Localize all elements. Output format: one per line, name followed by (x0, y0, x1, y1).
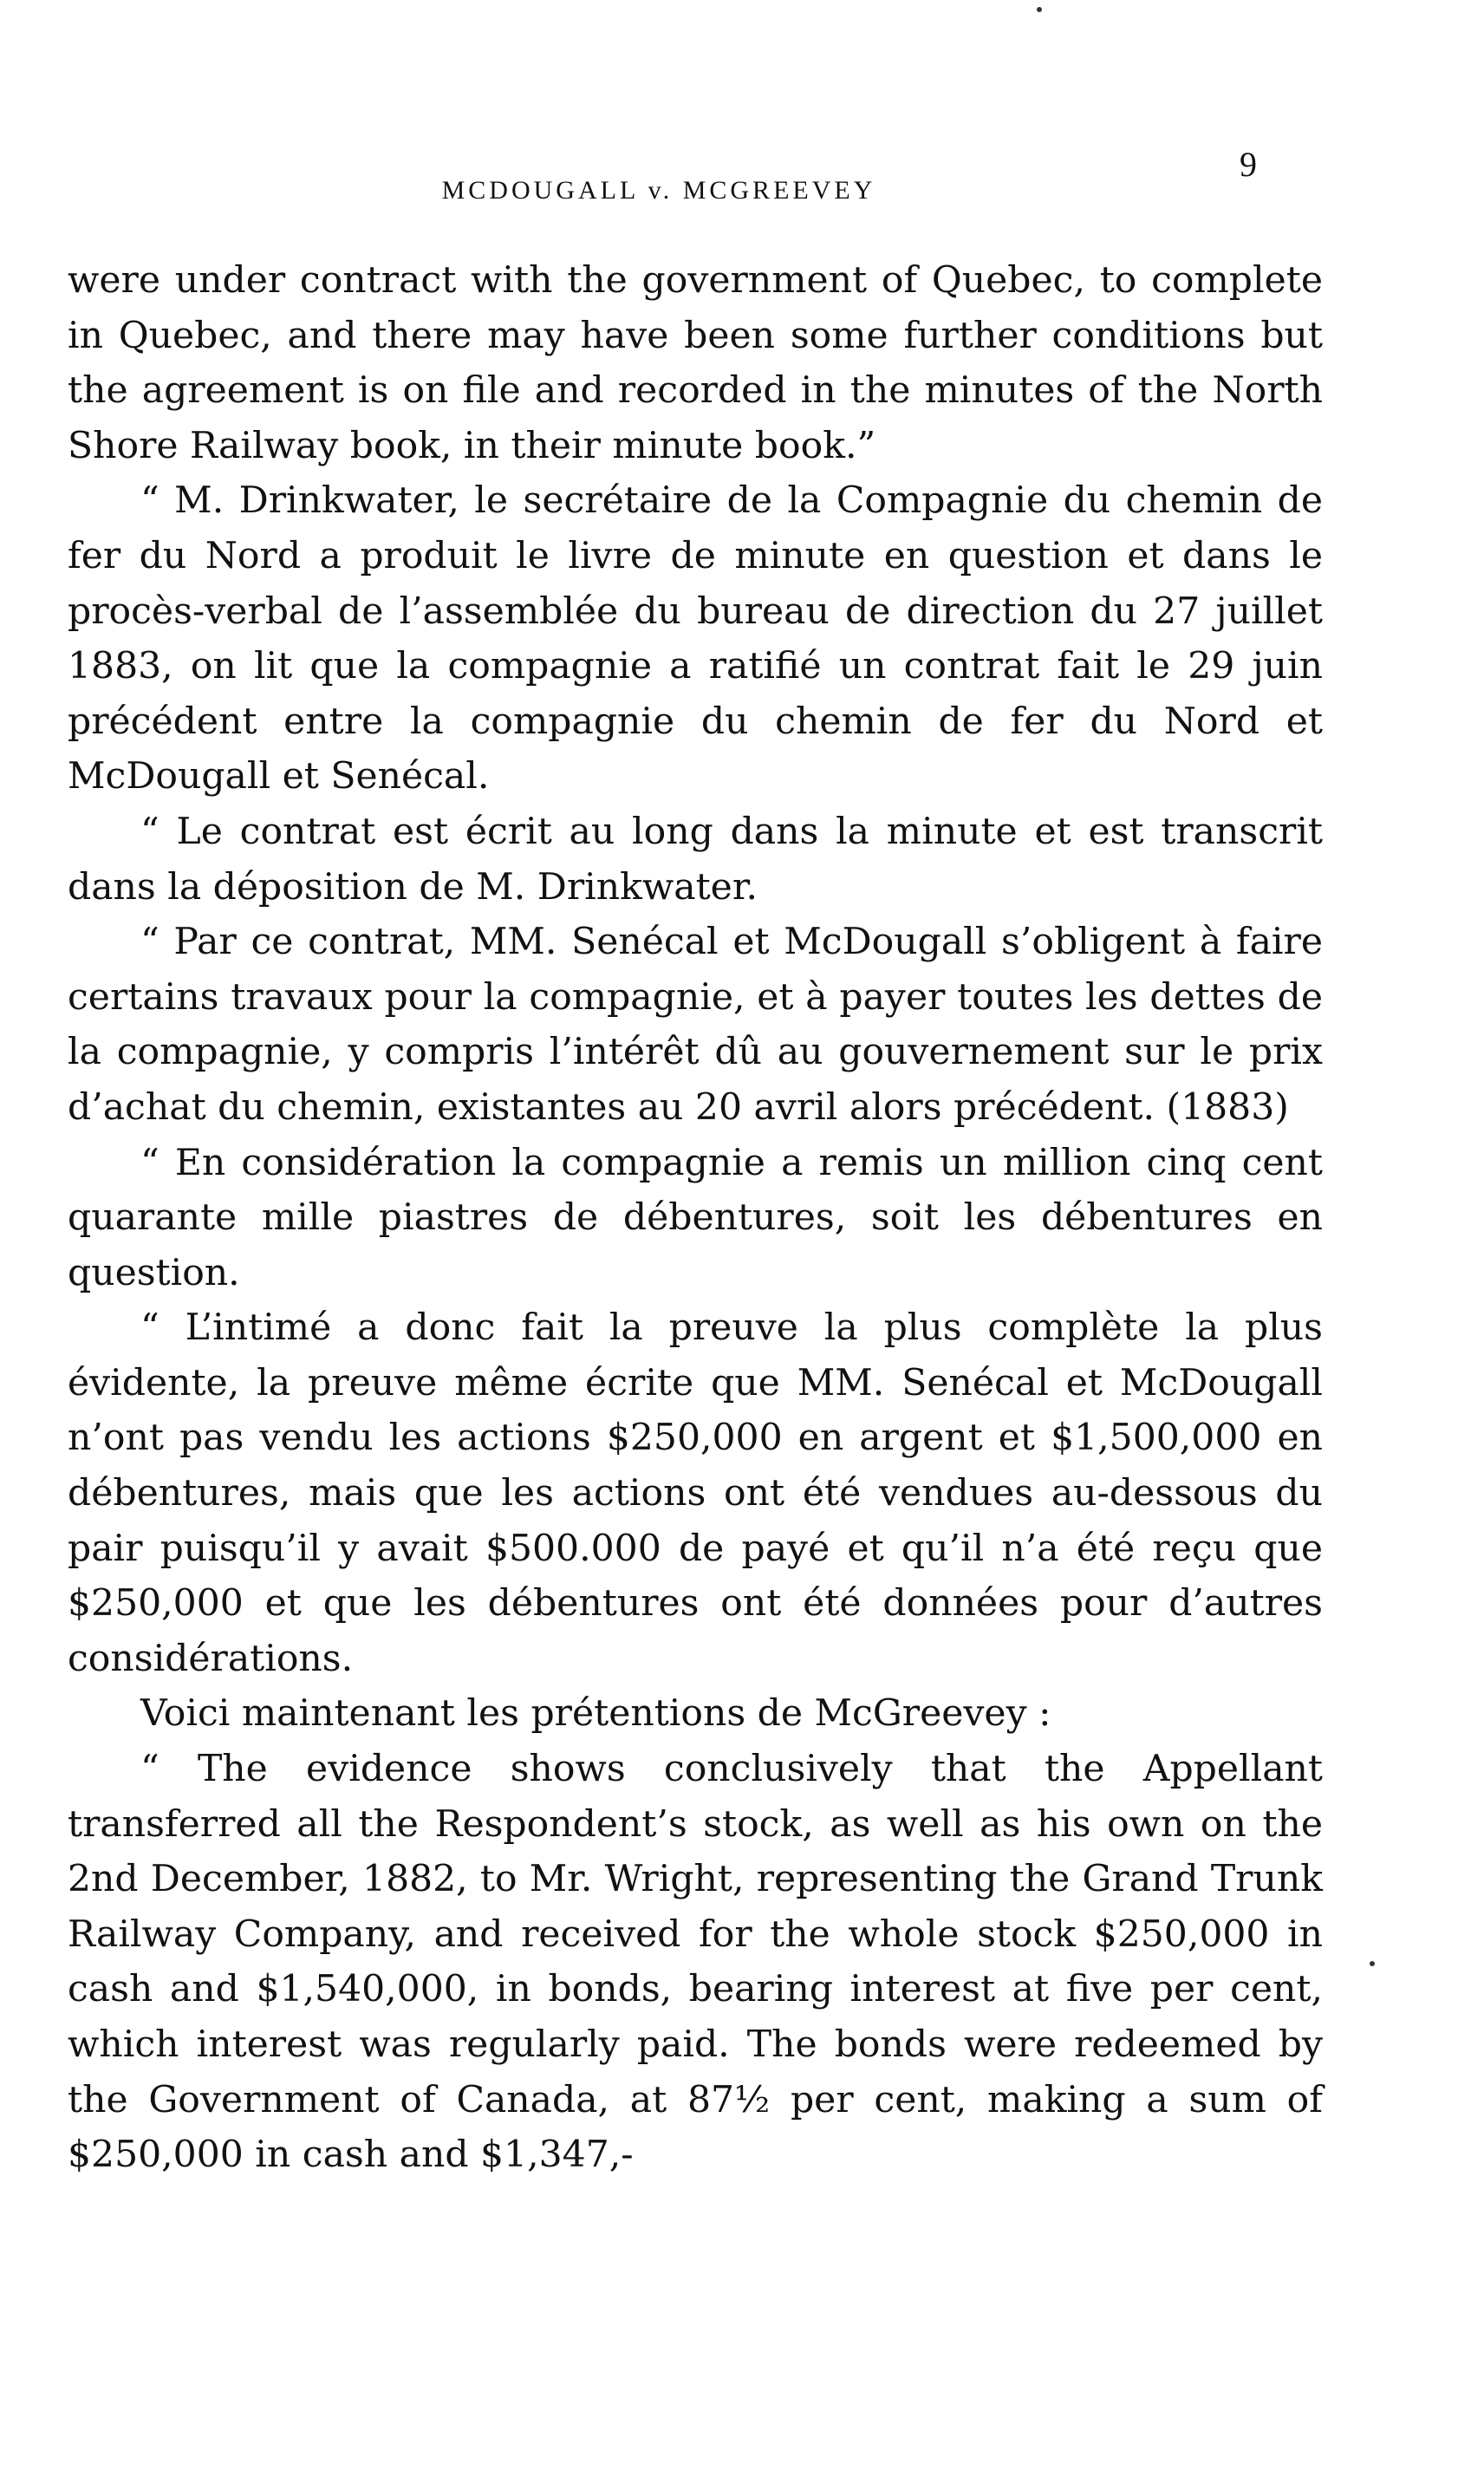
running-header (0, 145, 1484, 217)
paragraph-drinkwater: “ M. Drinkwater, le secrétaire de la Compagnie du chemin de fer du Nord a produit le livre de minute en question et dans le procès-verbal de l’assemblée du bureau de direction du 27 juillet 1883, on lit que la compagnie a ratifié un contrat fait le 29 juin précédent entre la compagnie du chemin de fer du Nord et McDougall et Senécal. (68, 479, 1323, 798)
paragraph-evidence: “ The evidence shows conclusively that the Appellant transferred all the Respondent’s stock, as well as his own on the 2nd December, 1882, to Mr. Wright, representing the Grand Trunk Railway Company, and received for the whole stock $250,000 in cash and $1,540,000, in bonds, bearing interest at five per cent, which interest was regularly paid. The bonds were redeemed by the Government of Canada, at 87½ per cent, making a sum of $250,000 in cash and $1,347,- (68, 1748, 1323, 2177)
paragraph-consideration: “ En considération la compagnie a remis un million cinq cent quarante mille piastres de débentures, soit les débentures en question. (68, 1141, 1323, 1294)
paragraph-par-ce-contrat: “ Par ce contrat, MM. Senécal et McDougall s’obligent à faire certains travaux pour la compagnie, et à payer toutes les dettes de la compagnie, y compris l’intérêt dû au gouvernement sur le prix d’achat du chemin, existantes au 20 avril alors précédent. (1883) (68, 921, 1323, 1129)
scan-speck (1037, 7, 1042, 12)
paragraph-continuation: were under contract with the government of Quebec, to complete in Quebec, and there may have been some further conditions but the agreement is on file and recorded in the minutes of the North Shore Railway book, in their minute book.” (68, 259, 1323, 467)
page-number: 9 (1240, 145, 1257, 184)
paragraph-intime: “ L’intimé a donc fait la preuve la plus complète la plus évidente, la preuve même écrite que MM. Senécal et McDougall n’ont pas vendu les actions $250,000 en argent et $1,500,000 en débentures, mais que les actions ont été vendues au-dessous du pair puisqu’il y avait $500.000 de payé et qu’il n’a été reçu que $250,000 et que les débentures ont été données pour d’autres considérations. (68, 1306, 1323, 1680)
running-title: MCDOUGALL v. MCGREEVEY (441, 176, 876, 205)
body-text (68, 253, 1323, 2183)
paragraph-contrat-ecrit: “ Le contrat est écrit au long dans la minute et est transcrit dans la déposition de M. Drinkwater. (68, 810, 1323, 909)
scan-speck (1370, 1961, 1375, 1966)
paragraph-pretentions: Voici maintenant les prétentions de McGreevey : (140, 1692, 1051, 1736)
